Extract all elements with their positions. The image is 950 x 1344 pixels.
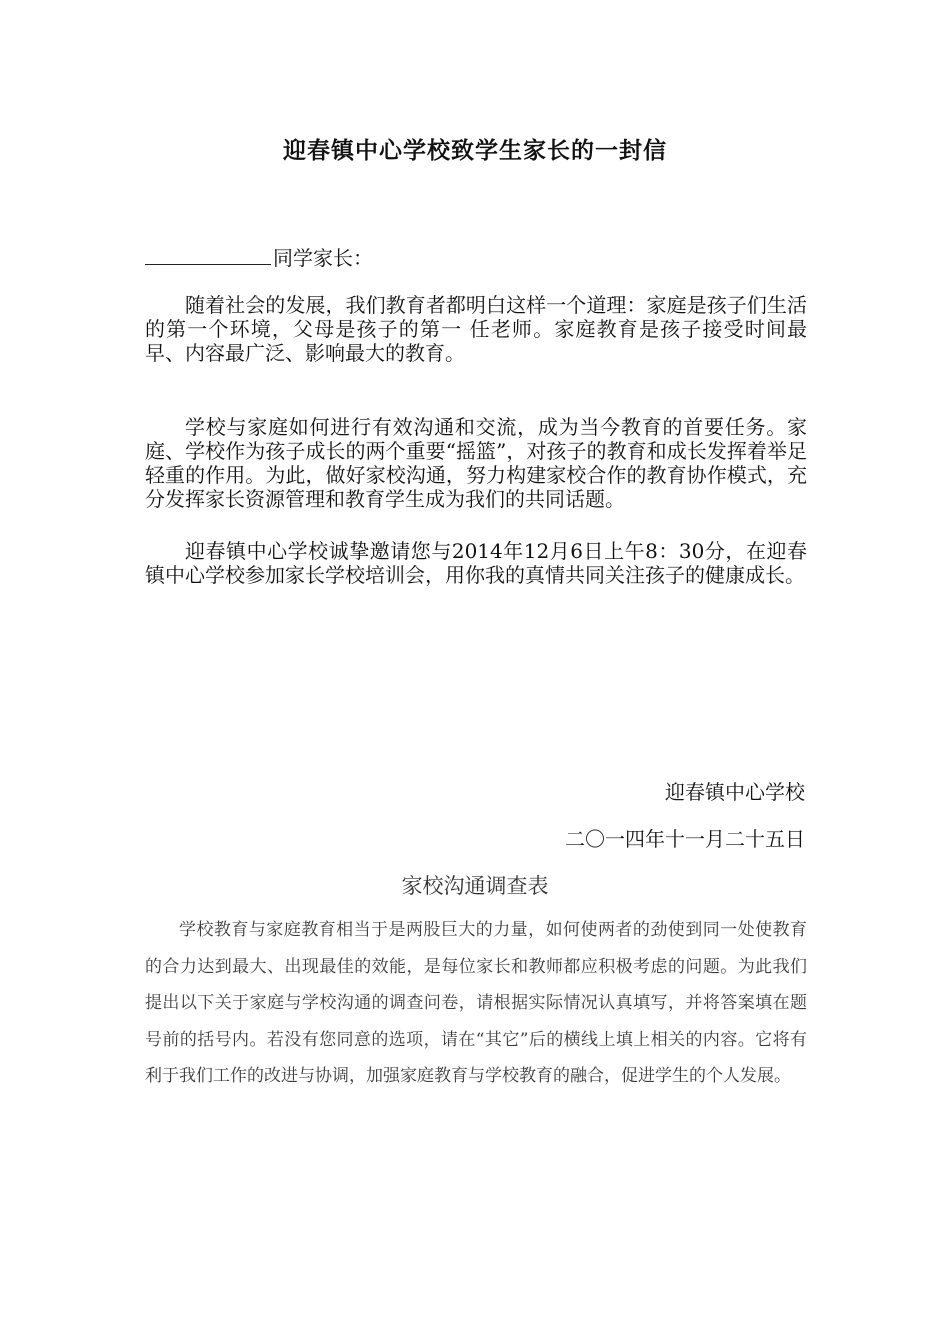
signature-date: 二〇一四年十一月二十五日 bbox=[565, 827, 805, 851]
salutation bbox=[145, 244, 373, 272]
letter-paragraph-2: 学校与家庭如何进行有效沟通和交流，成为当今教育的首要任务。家庭、学校作为孩子成长的两个重要“摇篮”，对孩子的教育和成长发挥着举足轻重的作用。为此，做好家校沟通，努力构建家校合作的教育协作模式，充分发挥家长资源管理和教育学生成为我们的共同话题。 bbox=[145, 415, 807, 511]
name-blank-line bbox=[145, 246, 271, 265]
signature-school: 迎春镇中心学校 bbox=[665, 780, 805, 804]
salutation-text: 同学家长： bbox=[273, 246, 373, 270]
letter-paragraph-1: 随着社会的发展，我们教育者都明白这样一个道理：家庭是孩子们生活的第一个环境，父母是孩子的第一 任老师。家庭教育是孩子接受时间最早、内容最广泛、影响最大的教育。 bbox=[145, 293, 807, 365]
letter-paragraph-3: 迎春镇中心学校诚挚邀请您与2014年12月6日上午8：30分，在迎春镇中心学校参加家长学校培训会，用你我的真情共同关注孩子的健康成长。 bbox=[145, 539, 807, 587]
letter-title: 迎春镇中心学校致学生家长的一封信 bbox=[283, 137, 667, 164]
survey-title: 家校沟通调查表 bbox=[401, 874, 549, 898]
survey-intro: 学校教育与家庭教育相当于是两股巨大的力量，如何使两者的劲使到同一处使教育的合力达到最大、出现最佳的效能，是每位家长和教师都应积极考虑的问题。为此我们提出以下关于家庭与学校沟通的调查问卷，请根据实际情况认真填写，并将答案填在题号前的括号内。若没有您同意的选项，请在“其它”后的横线上填上相关的内容。它将有利于我们工作的改进与协调，加强家庭教育与学校教育的融合，促进学生的个人发展。 bbox=[145, 920, 807, 1086]
